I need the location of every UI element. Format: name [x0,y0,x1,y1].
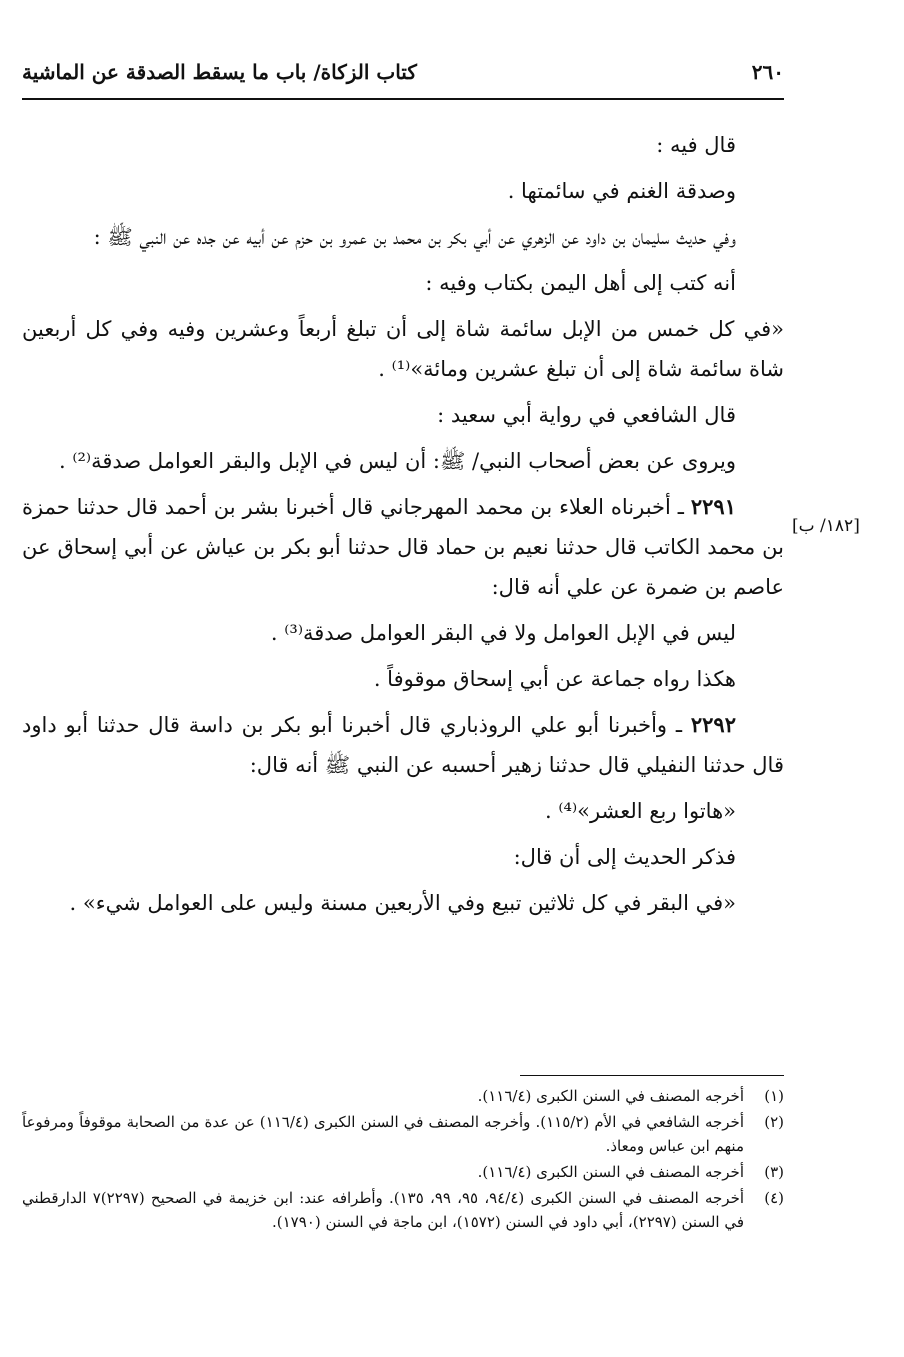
page-number: ٢٦٠ [751,60,784,84]
footnote-text: أخرجه الشافعي في الأم (١١٥/٢). وأخرجه المصنف في السنن الكبرى (١١٦/٤) عن عدة من الصحابة موقوفاً ومرفوعاً منهم ابن عباس ومعاذ. [22,1113,744,1155]
paragraph [22,171,784,211]
footnote-text: أخرجه المصنف في السنن الكبرى (١١٦/٤). [477,1087,744,1105]
paragraph [22,837,784,877]
paragraph-text: «في البقر في كل ثلاثين تبيع وفي الأربعين مسنة وليس على العوامل شيء» . [69,891,736,915]
running-header [22,56,784,100]
paragraph [22,125,784,165]
paragraph [22,309,784,389]
paragraph-text: قال فيه : [656,133,736,157]
paragraph-text: قال الشافعي في رواية أبي سعيد : [437,403,736,427]
footnote-separator [520,1075,784,1076]
footnote [22,1110,784,1158]
paragraph [22,705,784,785]
paragraph-text: ـ وأخبرنا أبو علي الروذباري قال أخبرنا أبو بكر بن داسة قال حدثنا أبو داود قال حدثنا النفيلي قال حدثنا زهير أحسبه عن النبي ﷺ أنه قال: [22,713,784,777]
header-title: كتاب الزكاة/ باب ما يسقط الصدقة عن الماشية [22,60,417,84]
paragraph-text: ويروى عن بعض أصحاب النبي/ ﷺ: أن ليس في الإبل والبقر العوامل صدقة⁽²⁾ . [58,449,736,473]
paragraph-text: وصدقة الغنم في سائمتها . [507,179,736,203]
paragraph [22,217,784,257]
footnote-number: (٢) [764,1113,784,1131]
footnotes [22,1084,784,1236]
footnote-number: (١) [764,1087,784,1105]
paragraph [22,791,784,831]
paragraph [22,883,784,923]
paragraph [22,263,784,303]
paragraph-text: ـ أخبرناه العلاء بن محمد المهرجاني قال أخبرنا بشر بن أحمد قال حدثنا حمزة بن محمد الكاتب قال حدثنا نعيم بن حماد قال حدثنا أبو بكر بن عياش عن أبي إسحاق عن عاصم بن ضمرة عن علي أنه قال: [22,495,784,599]
footnote-number: (٤) [764,1189,784,1207]
footnote-text: أخرجه المصنف في السنن الكبرى (٩٤/٤، ٩٥، ٩٩، ١٣٥). وأطرافه عند: ابن خزيمة في الصحيح (٢٢٩٧)٧ الدارقطني في السنن (٢٢٩٧)، أبي داود في السنن (١٥٧٢)، ابن ماجة في السنن (١٧٩٠). [22,1189,745,1231]
paragraph [22,395,784,435]
paragraph [22,613,784,653]
paragraph [22,487,784,607]
paragraph-text: أنه كتب إلى أهل اليمن بكتاب وفيه : [425,271,736,295]
footnote [22,1160,784,1184]
hadith-number: ٢٢٩٢ [690,712,736,737]
main-text [22,125,784,929]
margin-reference: [١٨٢/ ب] [792,516,860,536]
footnote [22,1186,784,1234]
paragraph-text: «هاتوا ربع العشر»⁽⁴⁾ . [545,799,736,823]
footnote [22,1084,784,1108]
paragraph [22,659,784,699]
paragraph-text: فذكر الحديث إلى أن قال: [513,845,736,869]
paragraph-text: وفي حديث سليمان بن داود عن الزهري عن أبي بكر بن محمد بن عمرو بن حزم عن أبيه عن جده عن النبي ﷺ : [93,225,736,249]
hadith-number: ٢٢٩١ [690,494,736,519]
footnote-number: (٣) [764,1163,784,1181]
paragraph-text: «في كل خمس من الإبل سائمة شاة إلى أن تبلغ أربعاً وعشرين وفيه وفي كل أربعين شاة سائمة شاة إلى أن تبلغ عشرين ومائة»⁽¹⁾ . [22,317,784,381]
paragraph-text: ليس في الإبل العوامل ولا في البقر العوامل صدقة⁽³⁾ . [270,621,736,645]
paragraph [22,441,784,481]
footnote-text: أخرجه المصنف في السنن الكبرى (١١٦/٤). [477,1163,744,1181]
paragraph-text: هكذا رواه جماعة عن أبي إسحاق موقوفاً . [373,667,736,691]
